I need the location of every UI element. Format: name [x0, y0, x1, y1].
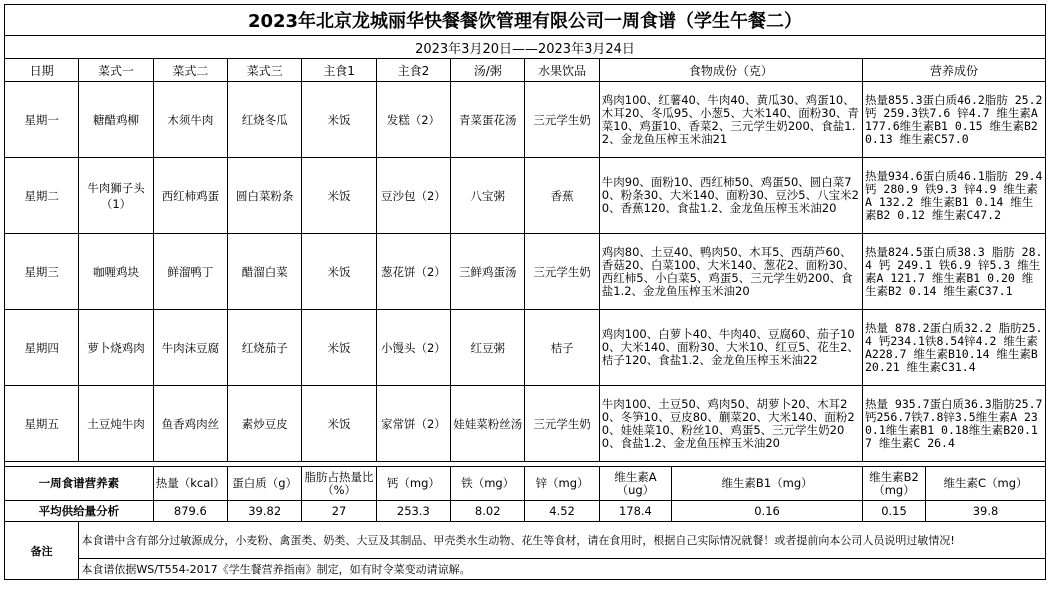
day-cell: 星期二 — [5, 158, 79, 234]
summary-header-energy: 热量（kcal） — [153, 467, 227, 501]
notes-label: 备注 — [5, 522, 79, 580]
ingredients-cell: 牛肉100、土豆50、鸡肉50、胡萝卜20、木耳20、冬笋10、豆皮80、蒯菜20、大米140、面粉20、娃娃菜10、粉丝10、鸡蛋5、三元学生奶200、食盐1.2、金龙鱼压榨玉米油20 — [599, 386, 862, 462]
day-cell: 星期三 — [5, 234, 79, 310]
staple1-cell: 米饭 — [302, 158, 376, 234]
summary-value-vita: 178.4 — [599, 501, 671, 522]
ingredients-cell: 鸡肉100、红薯40、牛肉40、黄瓜30、鸡蛋10、木耳20、冬瓜95、小葱5、大米140、面粉30、青菜10、鸡蛋10、香菜2、三元学生奶200、食盐1.2、金龙鱼压榨玉米油21 — [599, 82, 862, 158]
header-date: 日期 — [5, 59, 79, 82]
drink-cell: 桔子 — [525, 310, 599, 386]
summary-header-vitc: 维生素C（mg） — [943, 476, 1028, 490]
staple1-cell: 米饭 — [302, 386, 376, 462]
staple2-cell: 发糕（2） — [376, 82, 450, 158]
menu-sheet — [4, 4, 1046, 580]
summary-label-bottom: 平均供给量分析 — [5, 501, 154, 522]
dish2-cell: 鲜溜鸭丁 — [153, 234, 227, 310]
header-ingredients: 食物成份（克） — [599, 59, 862, 82]
table-row — [5, 158, 1046, 234]
summary-value-vitb1: 0.16 — [672, 501, 863, 522]
summary-header-calcium: 钙（mg） — [376, 467, 450, 501]
notes-line1: 本食谱中含有部分过敏源成分，小麦粉、禽蛋类、奶类、大豆及其制品、甲壳类水生动物、花生等食材，请在食用时，根据自己实际情况就餐！或者提前向本公司人员说明过敏情况! — [79, 522, 1046, 559]
soup-cell: 三鲜鸡蛋汤 — [451, 234, 525, 310]
summary-value-vitb2-vitc — [863, 501, 1046, 522]
table-row — [5, 82, 1046, 158]
ingredients-cell: 牛肉90、面粉10、西红柿50、鸡蛋50、圆白菜70、粉条30、大米140、面粉30、豆沙5、八宝米20、香蕉120、食盐1.2、金龙鱼压榨玉米油20 — [599, 158, 862, 234]
drink-cell: 香蕉 — [525, 158, 599, 234]
summary-header-vitb1: 维生素B1（mg） — [672, 467, 863, 501]
page-title: 2023年北京龙城丽华快餐餐饮管理有限公司一周食谱（学生午餐二） — [5, 5, 1046, 36]
dish3-cell: 红烧冬瓜 — [228, 82, 302, 158]
ingredients-cell: 鸡肉100、白萝卜40、牛肉40、豆腐60、茄子100、大米140、面粉30、大米10、红豆5、花生2、桔子120、食盐1.2、金龙鱼压榨玉米油22 — [599, 310, 862, 386]
dish1-cell: 糖醋鸡柳 — [79, 82, 153, 158]
summary-header-vitb2-vitc — [863, 467, 1046, 501]
staple2-cell: 葱花饼（2） — [376, 234, 450, 310]
header-staple1: 主食1 — [302, 59, 376, 82]
summary-header-vita: 维生素A（ug） — [599, 467, 671, 501]
table-row — [5, 234, 1046, 310]
soup-cell: 红豆粥 — [451, 310, 525, 386]
dish1-cell: 咖喱鸡块 — [79, 234, 153, 310]
dish3-cell: 醋溜白菜 — [228, 234, 302, 310]
dish3-cell: 红烧茄子 — [228, 310, 302, 386]
day-cell: 星期四 — [5, 310, 79, 386]
dish2-cell: 牛肉沫豆腐 — [153, 310, 227, 386]
dish2-cell: 西红柿鸡蛋 — [153, 158, 227, 234]
dish2-cell: 鱼香鸡肉丝 — [153, 386, 227, 462]
day-cell: 星期一 — [5, 82, 79, 158]
drink-cell: 三元学生奶 — [525, 386, 599, 462]
day-cell: 星期五 — [5, 386, 79, 462]
staple1-cell: 米饭 — [302, 234, 376, 310]
nutrition-cell: 热量934.6蛋白质46.1脂肪 29.4 钙 280.9 铁9.3 锌4.9 维生素A 132.2 维生素B1 0.14 维生素B2 0.12 维生素C47.2 — [863, 158, 1046, 234]
dish3-cell: 圆白菜粉条 — [228, 158, 302, 234]
date-range: 2023年3月20日——2023年3月24日 — [5, 36, 1046, 59]
menu-table — [4, 4, 1046, 580]
header-dish1: 菜式一 — [79, 59, 153, 82]
soup-cell: 青菜蛋花汤 — [451, 82, 525, 158]
header-soup: 汤/粥 — [451, 59, 525, 82]
table-row — [5, 386, 1046, 462]
nutrition-cell: 热量 935.7蛋白质36.3脂肪25.7 钙256.7铁7.8锌3.5维生素A 230.1维生素B1 0.18维生素B20.17 维生素C 26.4 — [863, 386, 1046, 462]
summary-value-calcium: 253.3 — [376, 501, 450, 522]
header-nutrition: 营养成份 — [863, 59, 1046, 82]
summary-values-row — [5, 501, 1046, 522]
header-dish3: 菜式三 — [228, 59, 302, 82]
notes-row — [5, 559, 1046, 580]
staple1-cell: 米饭 — [302, 310, 376, 386]
summary-header-protein: 蛋白质（g） — [228, 467, 302, 501]
dish1-cell: 萝卜烧鸡肉 — [79, 310, 153, 386]
staple2-cell: 豆沙包（2） — [376, 158, 450, 234]
summary-label-top: 一周食谱营养素 — [5, 467, 154, 501]
ingredients-cell: 鸡肉80、土豆40、鸭肉50、木耳5、西葫芦60、香菇20、白菜100、大米140、葱花2、面粉30、西红柿5、小白菜5、鸡蛋5、三元学生奶200、食盐1.2、金龙鱼压榨玉米油20 — [599, 234, 862, 310]
summary-value-fat: 27 — [302, 501, 376, 522]
soup-cell: 娃娃菜粉丝汤 — [451, 386, 525, 462]
staple2-cell: 家常饼（2） — [376, 386, 450, 462]
dish1-cell: 土豆炖牛肉 — [79, 386, 153, 462]
summary-value-zinc: 4.52 — [525, 501, 599, 522]
header-staple2: 主食2 — [376, 59, 450, 82]
table-row — [5, 310, 1046, 386]
summary-header-zinc: 锌（mg） — [525, 467, 599, 501]
header-drink: 水果饮品 — [525, 59, 599, 82]
summary-header-fat: 脂肪占热量比（%） — [302, 467, 376, 501]
dish1-cell: 牛肉狮子头（1） — [79, 158, 153, 234]
summary-value-iron: 8.02 — [451, 501, 525, 522]
summary-header-iron: 铁（mg） — [451, 467, 525, 501]
dish2-cell: 木须牛肉 — [153, 82, 227, 158]
summary-value-energy: 879.6 — [153, 501, 227, 522]
summary-value-vitc: 39.8 — [972, 504, 999, 518]
summary-header-vitb2: 维生素B2（mg） — [863, 467, 926, 500]
nutrition-cell: 热量 878.2蛋白质32.2 脂肪25.4 钙234.1铁8.54锌4.2 维生素A228.7 维生素B10.14 维生素B20.21 维生素C31.4 — [863, 310, 1046, 386]
nutrition-cell: 热量824.5蛋白质38.3 脂肪 28.4 钙 249.1 铁6.9 锌5.3 维生素A 121.7 维生素B1 0.20 维生素B2 0.14 维生素C37.1 — [863, 234, 1046, 310]
notes-row — [5, 522, 1046, 559]
notes-line2: 本食谱依据WS/T554-2017《学生餐营养指南》制定，如有时令菜变动请谅解。 — [79, 559, 1046, 580]
soup-cell: 八宝粥 — [451, 158, 525, 234]
nutrition-cell: 热量855.3蛋白质46.2脂肪 25.2 钙 259.3铁7.6 锌4.7 维生素A 177.6维生素B1 0.15 维生素B2 0.13 维生素C57.0 — [863, 82, 1046, 158]
header-row — [5, 59, 1046, 82]
summary-value-protein: 39.82 — [228, 501, 302, 522]
header-dish2: 菜式二 — [153, 59, 227, 82]
summary-header-row — [5, 467, 1046, 501]
staple1-cell: 米饭 — [302, 82, 376, 158]
drink-cell: 三元学生奶 — [525, 234, 599, 310]
dish3-cell: 素炒豆皮 — [228, 386, 302, 462]
staple2-cell: 小馒头（2） — [376, 310, 450, 386]
summary-value-vitb2: 0.15 — [863, 501, 926, 521]
drink-cell: 三元学生奶 — [525, 82, 599, 158]
